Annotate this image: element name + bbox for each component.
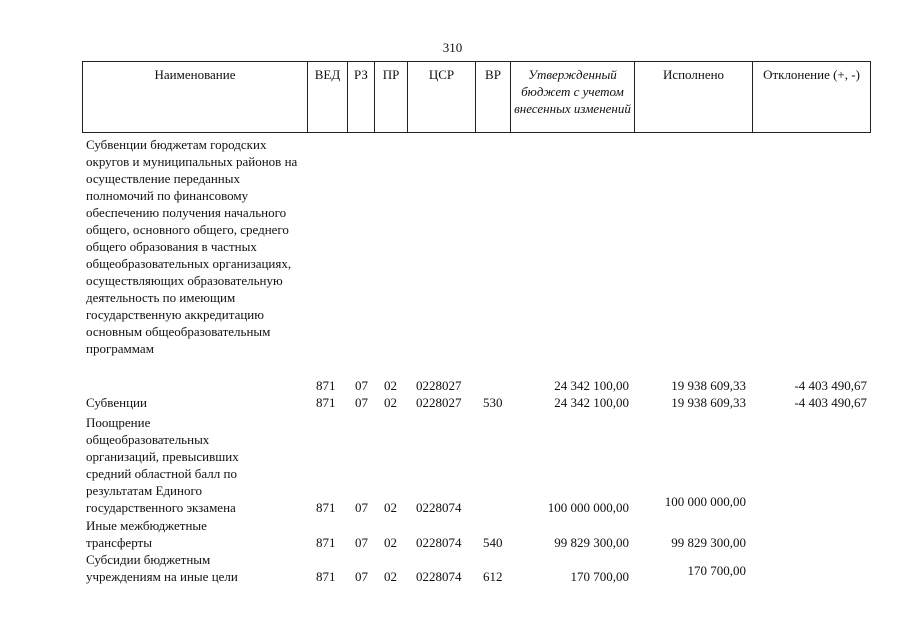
header-ved: ВЕД: [308, 62, 348, 132]
row-ved: 871: [316, 500, 336, 515]
header-pr: ПР: [375, 62, 408, 132]
row-vr: 530: [483, 395, 503, 410]
header-rz: РЗ: [348, 62, 375, 132]
row-rz: 07: [355, 535, 368, 550]
row-approved: 170 700,00: [570, 569, 629, 584]
row-ved: 871: [316, 378, 336, 393]
table-row: [0, 394, 905, 411]
row-ved: 871: [316, 535, 336, 550]
row-executed: 170 700,00: [687, 563, 746, 578]
row-name: Субсидии бюджетным учреждениям на иные цели: [86, 552, 238, 584]
row-executed: 19 938 609,33: [671, 378, 746, 393]
row-deviation: -4 403 490,67: [794, 378, 867, 393]
header-executed: Исполнено: [635, 62, 753, 132]
row-name: Иные межбюджетные трансферты: [86, 518, 207, 550]
table-row: [0, 517, 905, 551]
row-rz: 07: [355, 395, 368, 410]
row-ved: 871: [316, 569, 336, 584]
row-approved: 99 829 300,00: [554, 535, 629, 550]
row-pr: 02: [384, 500, 397, 515]
row-pr: 02: [384, 395, 397, 410]
row-pr: 02: [384, 535, 397, 550]
row-pr: 02: [384, 378, 397, 393]
row-ved: 871: [316, 395, 336, 410]
header-csr: ЦСР: [408, 62, 476, 132]
row-rz: 07: [355, 569, 368, 584]
table-row: [0, 414, 905, 516]
row-pr: 02: [384, 569, 397, 584]
row-csr: 0228027: [416, 395, 462, 410]
row-executed: 19 938 609,33: [671, 395, 746, 410]
row-executed: 100 000 000,00: [664, 494, 746, 509]
row-executed: 99 829 300,00: [671, 535, 746, 550]
row-rz: 07: [355, 378, 368, 393]
row-vr: 540: [483, 535, 503, 550]
row-name: Субвенции бюджетам городских округов и муниципальных районов на осуществление переданных полномочий по финансовому обеспечению получения начального общего, основного общего, среднего общего образования в частных общеобразовательных организациях, осуществляющих образовательную деятельность по имеющим государственную аккредитацию основным общеобразовательным программам: [86, 137, 298, 356]
page-number: 310: [442, 40, 463, 55]
header-name: Наименование: [83, 62, 308, 132]
row-approved: 24 342 100,00: [554, 378, 629, 393]
row-csr: 0228027: [416, 378, 462, 393]
table-header: [82, 61, 871, 133]
row-rz: 07: [355, 500, 368, 515]
row-vr: 612: [483, 569, 503, 584]
row-name: Поощрение общеобразовательных организаций, превысивших средний областной балл по результатам Единого государственного экзамена: [86, 415, 239, 515]
header-vr: ВР: [476, 62, 511, 132]
header-approved: Утвержденный бюджет с учетом внесенных изменений: [511, 62, 635, 132]
row-deviation: -4 403 490,67: [794, 395, 867, 410]
row-csr: 0228074: [416, 569, 462, 584]
row-csr: 0228074: [416, 500, 462, 515]
header-deviation: Отклонение (+, -): [763, 67, 860, 82]
table-row: [0, 136, 905, 394]
row-approved: 100 000 000,00: [547, 500, 629, 515]
row-name: Субвенции: [86, 395, 147, 410]
row-approved: 24 342 100,00: [554, 395, 629, 410]
row-csr: 0228074: [416, 535, 462, 550]
table-row: [0, 551, 905, 585]
